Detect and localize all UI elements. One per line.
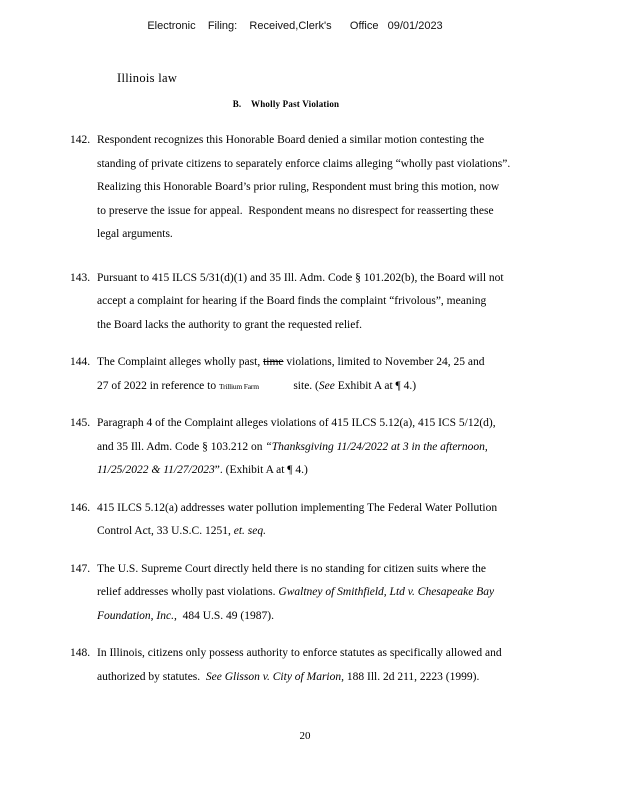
paragraph-lines xyxy=(97,497,590,544)
body-text: Pursuant to 415 ILCS 5/31(d)(1) and 35 Ill. Adm. Code § 101.202(b), the Board will not xyxy=(97,271,504,284)
body-text: ”. (Exhibit A at ¶ 4.) xyxy=(214,464,308,476)
italic-text: See xyxy=(318,379,335,392)
paragraph-item xyxy=(70,412,590,483)
small-inserted-text: Trillium Farm xyxy=(218,381,259,391)
paragraph-line xyxy=(97,605,590,629)
body-text: and 35 Ill. Adm. Code § 103.212 on xyxy=(97,440,266,453)
body-text: Exhibit A at ¶ 4.) xyxy=(334,379,417,392)
paragraph-item xyxy=(70,351,590,398)
body-text: The Complaint alleges wholly past, xyxy=(97,356,264,368)
body-text: Respondent recognizes this Honorable Board denied a similar motion contesting the xyxy=(97,134,485,146)
body-text: standing of private citizens to separately enforce claims alleging “wholly past violations”. xyxy=(97,157,511,170)
paragraph-lines xyxy=(97,412,590,483)
paragraph-list xyxy=(70,129,590,703)
body-text: 188 Ill. 2d 211, 2223 (1999). xyxy=(344,670,480,683)
paragraph-line xyxy=(97,200,590,224)
paragraph-line xyxy=(97,666,590,690)
body-text: the Board lacks the authority to grant the requested relief. xyxy=(97,318,363,331)
body-text: relief addresses wholly past violations. xyxy=(97,586,279,598)
body-text: 27 of 2022 in reference to xyxy=(97,379,219,392)
paragraph-number: 142. xyxy=(70,134,91,146)
paragraph-item xyxy=(70,642,590,689)
paragraph-line xyxy=(97,290,590,314)
paragraph-line xyxy=(97,375,590,399)
italic-text: “Thanksgiving 11/24/2022 at 3 in the afternoon, xyxy=(265,440,488,453)
paragraph-lines xyxy=(97,129,590,247)
paragraph-line xyxy=(97,520,590,544)
italic-text: Foundation, Inc., xyxy=(97,609,177,622)
body-text: legal arguments. xyxy=(97,228,173,240)
body-text: 415 ILCS 5.12(a) addresses water pollution implementing The Federal Water Pollution xyxy=(97,501,498,514)
paragraph-line xyxy=(97,129,590,153)
paragraph-line xyxy=(97,497,590,521)
paragraph-line xyxy=(97,267,590,291)
italic-text: et. seq. xyxy=(233,525,266,537)
paragraph-line xyxy=(97,412,590,436)
body-text: violations, limited to November 24, 25 and xyxy=(283,356,485,368)
paragraph-number: 143. xyxy=(70,271,91,284)
paragraph-number: 146. xyxy=(70,501,91,514)
paragraph-line xyxy=(97,459,590,483)
body-text: Realizing this Honorable Board’s prior ruling, Respondent must bring this motion, now xyxy=(97,181,500,193)
paragraph-lines xyxy=(97,558,590,629)
italic-text: Gwaltney of Smithfield, Ltd v. Chesapeake Bay xyxy=(278,586,495,598)
paragraph-lines xyxy=(97,351,590,398)
page-number: 20 xyxy=(299,730,311,742)
paragraph-number: 144. xyxy=(70,356,91,368)
paragraph-line xyxy=(97,153,590,177)
paragraph-line xyxy=(97,581,590,605)
paragraph-item xyxy=(70,497,590,544)
paragraph-line xyxy=(97,558,590,582)
struck-text: time xyxy=(263,356,284,368)
body-text: Paragraph 4 of the Complaint alleges violations of 415 ILCS 5.12(a), 415 ICS 5/12(d), xyxy=(97,417,496,429)
paragraph-line xyxy=(97,642,590,666)
paragraph-item xyxy=(70,558,590,629)
paragraph-number: 148. xyxy=(70,647,91,659)
paragraph-line xyxy=(97,176,590,200)
body-text: accept a complaint for hearing if the Board finds the complaint “frivolous”, meaning xyxy=(97,295,487,307)
paragraph-lines xyxy=(97,267,590,338)
body-text: The U.S. Supreme Court directly held there is no standing for citizen suits where the xyxy=(97,562,486,575)
body-text: Control Act, 33 U.S.C. 1251, xyxy=(97,525,234,537)
paragraph-number: 147. xyxy=(70,562,91,575)
carryover-text: Illinois law xyxy=(117,71,178,85)
paragraph-line xyxy=(97,351,590,375)
paragraph-number: 145. xyxy=(70,417,91,429)
efiling-stamp-header: Electronic Filing: Received,Clerk's Office 09/01/2023 xyxy=(147,20,443,32)
body-text: site. ( xyxy=(258,379,319,392)
paragraph-line xyxy=(97,436,590,460)
body-text: 484 U.S. 49 (1987). xyxy=(176,609,274,622)
body-text: In Illinois, citizens only possess authority to enforce statutes as specifically allowed and xyxy=(97,647,502,659)
paragraph-lines xyxy=(97,642,590,689)
italic-text: See Glisson v. City of Marion, xyxy=(205,670,344,683)
paragraph-item xyxy=(70,267,590,338)
section-heading: B. Wholly Past Violation xyxy=(232,99,340,109)
paragraph-line xyxy=(97,223,590,247)
paragraph-line xyxy=(97,314,590,338)
paragraph-item xyxy=(70,129,590,247)
body-text: to preserve the issue for appeal. Respondent means no disrespect for reasserting these xyxy=(97,204,494,217)
body-text: authorized by statutes. xyxy=(97,670,206,683)
italic-text: 11/25/2022 & 11/27/2023 xyxy=(97,464,215,476)
